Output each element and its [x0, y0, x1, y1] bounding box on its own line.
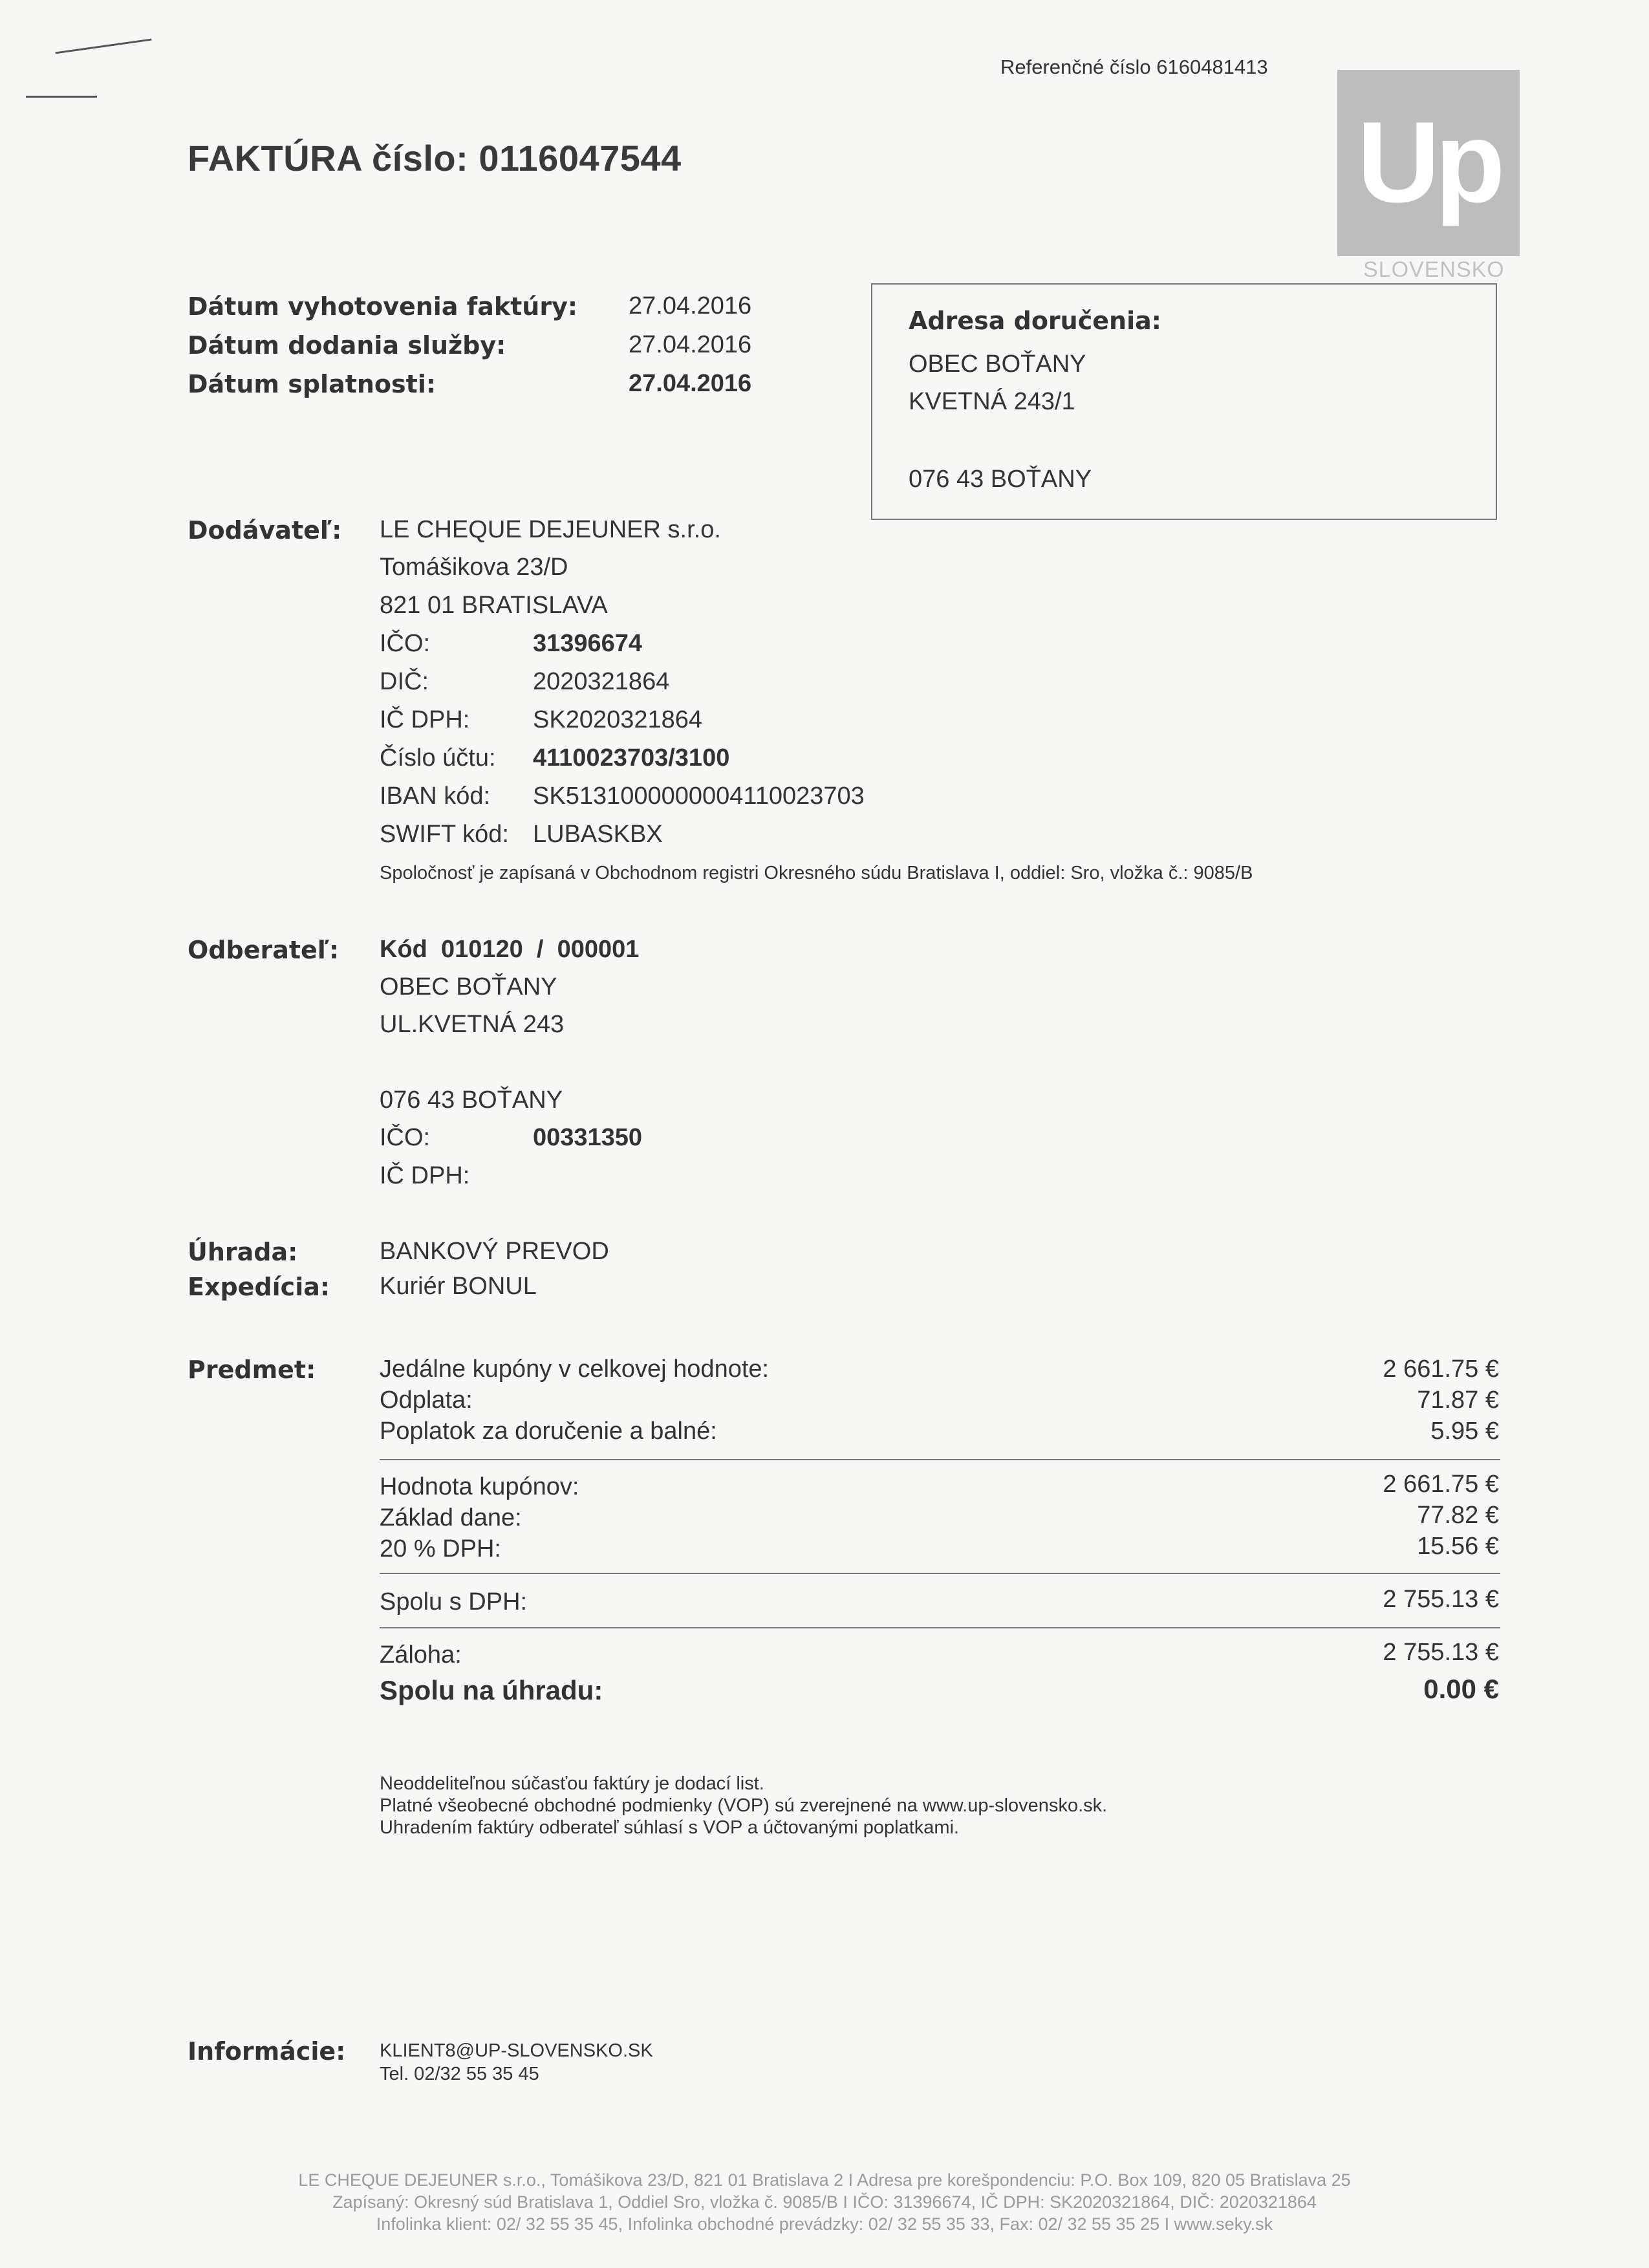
delivery-date-value: 27.04.2016: [629, 331, 752, 358]
line-item-label: Spolu s DPH:: [380, 1588, 528, 1615]
due-date-label: Dátum splatnosti:: [188, 370, 436, 398]
footer-line: LE CHEQUE DEJEUNER s.r.o., Tomášikova 23/D, 821 01 Bratislava 2 I Adresa pre korešpondenciu: P.O. Box 109, 820 05 Bratislava 25: [298, 2170, 1351, 2190]
supplier-ico: 31396674: [533, 630, 643, 657]
line-item-label: Záloha:: [380, 1641, 462, 1669]
issue-date-label: Dátum vyhotovenia faktúry:: [188, 292, 578, 321]
logo-subtitle: SLOVENSKO: [1363, 257, 1505, 282]
customer-name: OBEC BOŤANY: [380, 973, 557, 1000]
shipping-label: Expedícia:: [188, 1273, 330, 1301]
line-item-label: Jedálne kupóny v celkovej hodnote:: [380, 1355, 770, 1383]
divider: [380, 1573, 1500, 1574]
line-item-amount: 77.82 €: [1417, 1502, 1499, 1529]
supplier-account: 4110023703/3100: [533, 744, 730, 772]
footer-line: Infolinka klient: 02/ 32 55 35 45, Infolinka obchodné prevádzky: 02/ 32 55 35 33, Fax: 02/ 32 55 35 25 I www.seky.sk: [376, 2214, 1273, 2234]
line-item-amount: 2 661.75 €: [1383, 1471, 1499, 1498]
supplier-iban-label: IBAN kód:: [380, 783, 491, 810]
line-item-amount: 2 755.13 €: [1383, 1639, 1499, 1666]
info-phone: Tel. 02/32 55 35 45: [380, 2064, 539, 2084]
supplier-ico-label: IČO:: [380, 630, 431, 657]
reference-number: Referenčné číslo 6160481413: [1000, 56, 1268, 78]
supplier-swift-label: SWIFT kód:: [380, 821, 509, 848]
payment-value: BANKOVÝ PREVOD: [380, 1238, 609, 1265]
customer-city: 076 43 BOŤANY: [380, 1086, 563, 1114]
total-due-amount: 0.00 €: [1423, 1674, 1499, 1704]
supplier-swift: LUBASKBX: [533, 821, 663, 848]
line-item-label: Hodnota kupónov:: [380, 1473, 579, 1500]
customer-code: Kód 010120 / 000001: [380, 936, 640, 963]
line-item-amount: 2 661.75 €: [1383, 1355, 1499, 1383]
scan-mark: [56, 39, 152, 54]
issue-date-value: 27.04.2016: [629, 292, 752, 319]
supplier-account-label: Číslo účtu:: [380, 744, 496, 772]
logo-text: Up: [1357, 98, 1500, 226]
line-item-amount: 2 755.13 €: [1383, 1586, 1499, 1613]
delivery-date-label: Dátum dodania služby:: [188, 331, 506, 360]
delivery-address-heading: Adresa doručenia:: [909, 307, 1161, 335]
supplier-city: 821 01 BRATISLAVA: [380, 592, 608, 619]
divider: [380, 1459, 1500, 1460]
payment-label: Úhrada:: [188, 1238, 298, 1266]
line-item-amount: 5.95 €: [1430, 1418, 1499, 1445]
up-logo: [1337, 70, 1520, 256]
shipping-value: Kuriér BONUL: [380, 1273, 537, 1300]
supplier-registry-note: Spoločnosť je zapísaná v Obchodnom registri Okresného súdu Bratislava I, oddiel: Sro, vložka č.: 9085/B: [380, 863, 1253, 883]
supplier-dic-label: DIČ:: [380, 668, 429, 695]
delivery-address-line: KVETNÁ 243/1: [909, 388, 1075, 415]
invoice-title: FAKTÚRA číslo: 0116047544: [188, 138, 682, 178]
footer-line: Zapísaný: Okresný súd Bratislava 1, Oddiel Sro, vložka č. 9085/B I IČO: 31396674, IČ DPH: SK2020321864, DIČ: 2020321864: [332, 2192, 1317, 2212]
note-line: Platné všeobecné obchodné podmienky (VOP) sú zverejnené na www.up-slovensko.sk.: [380, 1795, 1108, 1816]
supplier-name: LE CHEQUE DEJEUNER s.r.o.: [380, 516, 721, 543]
delivery-address-line: OBEC BOŤANY: [909, 351, 1086, 378]
customer-label: Odberateľ:: [188, 936, 339, 964]
customer-icdph-label: IČ DPH:: [380, 1162, 470, 1189]
line-item-label: 20 % DPH:: [380, 1535, 501, 1562]
supplier-label: Dodávateľ:: [188, 516, 342, 545]
line-item-amount: 15.56 €: [1417, 1533, 1499, 1560]
line-item-label: Odplata:: [380, 1387, 473, 1414]
supplier-icdph-label: IČ DPH:: [380, 706, 470, 733]
line-item-label: Poplatok za doručenie a balné:: [380, 1418, 717, 1445]
supplier-street: Tomášikova 23/D: [380, 554, 568, 581]
delivery-address-line: 076 43 BOŤANY: [909, 466, 1092, 493]
subject-label: Predmet:: [188, 1355, 316, 1384]
note-line: Neoddeliteľnou súčasťou faktúry je dodací list.: [380, 1773, 764, 1794]
customer-street: UL.KVETNÁ 243: [380, 1011, 565, 1038]
note-line: Uhradením faktúry odberateľ súhlasí s VOP a účtovanými poplatkami.: [380, 1817, 960, 1838]
customer-ico-label: IČO:: [380, 1124, 431, 1151]
divider: [380, 1627, 1500, 1628]
supplier-icdph: SK2020321864: [533, 706, 703, 733]
info-label: Informácie:: [188, 2037, 346, 2066]
info-email: KLIENT8@UP-SLOVENSKO.SK: [380, 2040, 653, 2061]
supplier-iban: SK5131000000004110023703: [533, 783, 865, 810]
scan-mark: [26, 96, 97, 98]
supplier-dic: 2020321864: [533, 668, 670, 695]
line-item-label: Základ dane:: [380, 1504, 522, 1531]
total-due-label: Spolu na úhradu:: [380, 1675, 603, 1705]
line-item-amount: 71.87 €: [1417, 1387, 1499, 1414]
customer-ico: 00331350: [533, 1124, 643, 1151]
due-date-value: 27.04.2016: [629, 370, 752, 397]
